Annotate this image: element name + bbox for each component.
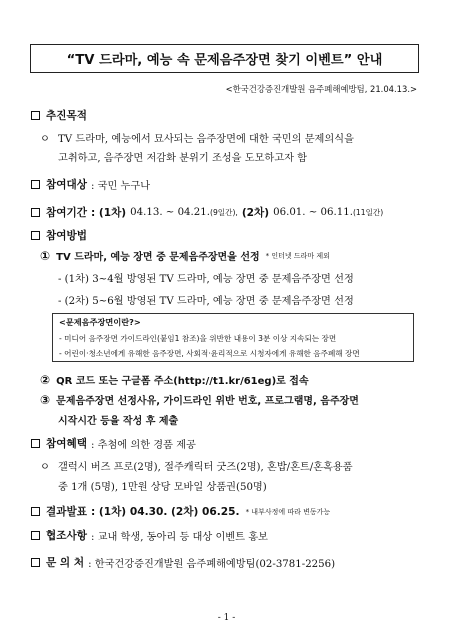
contact-value: : 한국건강증진개발원 음주폐해예방팀(02-3781-2256) xyxy=(88,559,336,570)
step-number: ① xyxy=(40,248,51,263)
section-cooperation xyxy=(31,528,268,543)
section-label: 참여혜택 xyxy=(46,438,87,450)
purpose-bullet: ㅇ xyxy=(40,134,50,145)
method-sub-1: - (1차) 3~4월 방영된 TV 드라마, 예능 장면 중 문제음주장면 선정 xyxy=(58,274,354,285)
page-number: - 1 - xyxy=(217,613,236,623)
purpose-line-2: 고취하고, 음주장면 저감화 분위기 조성을 도모하고자 함 xyxy=(58,153,308,164)
purpose-line-1: TV 드라마, 예능에서 묘사되는 음주장면에 대한 국민의 문제의식을 xyxy=(58,134,354,145)
section-contact xyxy=(31,555,335,570)
checkbox-square-icon xyxy=(31,208,40,217)
section-period xyxy=(31,205,383,220)
method-step-2 xyxy=(40,372,309,387)
checkbox-square-icon xyxy=(31,558,40,567)
period-round2-days: (11일간) xyxy=(352,208,384,217)
method-sub-2: - (2차) 5~6월 방영된 TV 드라마, 예능 장면 중 문제음주장면 선정 xyxy=(58,296,354,307)
period-round2-dates: 06.01. ~ 06.11. xyxy=(273,207,353,218)
section-purpose xyxy=(31,108,87,123)
method-step-3-line-2: 시작시간 등을 작성 후 제출 xyxy=(58,416,179,427)
checkbox-square-icon xyxy=(31,180,40,189)
cooperation-value: : 교내 학생, 동아리 등 대상 이벤트 홍보 xyxy=(90,532,268,543)
result-value: : (1차) 04.30. (2차) 06.25. xyxy=(90,506,240,518)
step-number: ③ xyxy=(40,392,51,407)
step-text: 문제음주장면 선정사유, 가이드라인 위반 번호, 프로그램명, 음주장면 xyxy=(56,396,359,407)
target-value: : 국민 누구나 xyxy=(90,181,151,192)
section-result xyxy=(31,504,330,519)
step-text: QR 코드 또는 구글폼 주소(http://t1.kr/61eg)로 접속 xyxy=(56,376,309,387)
step-note: * 인터넷 드라마 제외 xyxy=(265,251,330,260)
step-number: ② xyxy=(40,372,51,387)
section-label: 결과발표 xyxy=(46,506,87,518)
checkbox-square-icon xyxy=(31,439,40,448)
section-label: 협조사항 xyxy=(46,530,87,542)
period-round1-label: : (1차) xyxy=(90,207,127,219)
result-note: * 내부사정에 따라 변동가능 xyxy=(245,507,331,516)
period-round1-dates: 04.13. ~ 04.21. xyxy=(130,207,210,218)
benefit-line-2: 중 1개 (5명), 1만원 상당 모바일 상품권(50명) xyxy=(58,482,267,493)
checkbox-square-icon xyxy=(31,531,40,540)
checkbox-square-icon xyxy=(31,111,40,120)
section-label: 문 의 처 xyxy=(46,557,85,569)
section-method xyxy=(31,228,87,243)
problem-drinking-note-box xyxy=(52,313,414,362)
document-title: “TV 드라마, 예능 속 문제음주장면 찾기 이벤트” 안내 xyxy=(30,44,419,73)
section-label: 참여기간 xyxy=(46,207,87,219)
source-line: <한국건강증진개발원 음주폐해예방팀, 21.04.13.> xyxy=(225,84,417,94)
method-step-1 xyxy=(40,248,330,263)
benefit-line-1: 갤럭시 버즈 프로(2명), 절주캐릭터 굿즈(2명), 혼밥/혼트/혼혹용품 xyxy=(58,462,353,473)
method-step-3 xyxy=(40,392,359,407)
section-label: 참여대상 xyxy=(46,179,87,191)
period-round1-days: (9일간), xyxy=(209,208,238,217)
section-benefit xyxy=(31,436,196,451)
note-line-2: - 어린이·청소년에게 유해한 음주장면, 사회적·윤리적으로 시청자에게 유해한 음주폐해 장면 xyxy=(59,349,360,358)
section-label: 추진목적 xyxy=(46,110,87,122)
checkbox-square-icon xyxy=(31,231,40,240)
period-round2-label: (2차) xyxy=(241,207,270,219)
step-text: TV 드라마, 예능 장면 중 문제음주장면을 선정 xyxy=(56,252,260,263)
note-line-1: - 미디어 음주장면 가이드라인(붙임1 참조)을 위반한 내용이 3분 이상 지속되는 장면 xyxy=(59,334,337,343)
note-title: <문제음주장면이란?> xyxy=(59,317,141,327)
section-label: 참여방법 xyxy=(46,230,87,242)
checkbox-square-icon xyxy=(31,507,40,516)
benefit-bullet: ㅇ xyxy=(40,462,50,473)
section-target xyxy=(31,177,150,192)
benefit-value: : 추첨에 의한 경품 제공 xyxy=(90,440,196,451)
